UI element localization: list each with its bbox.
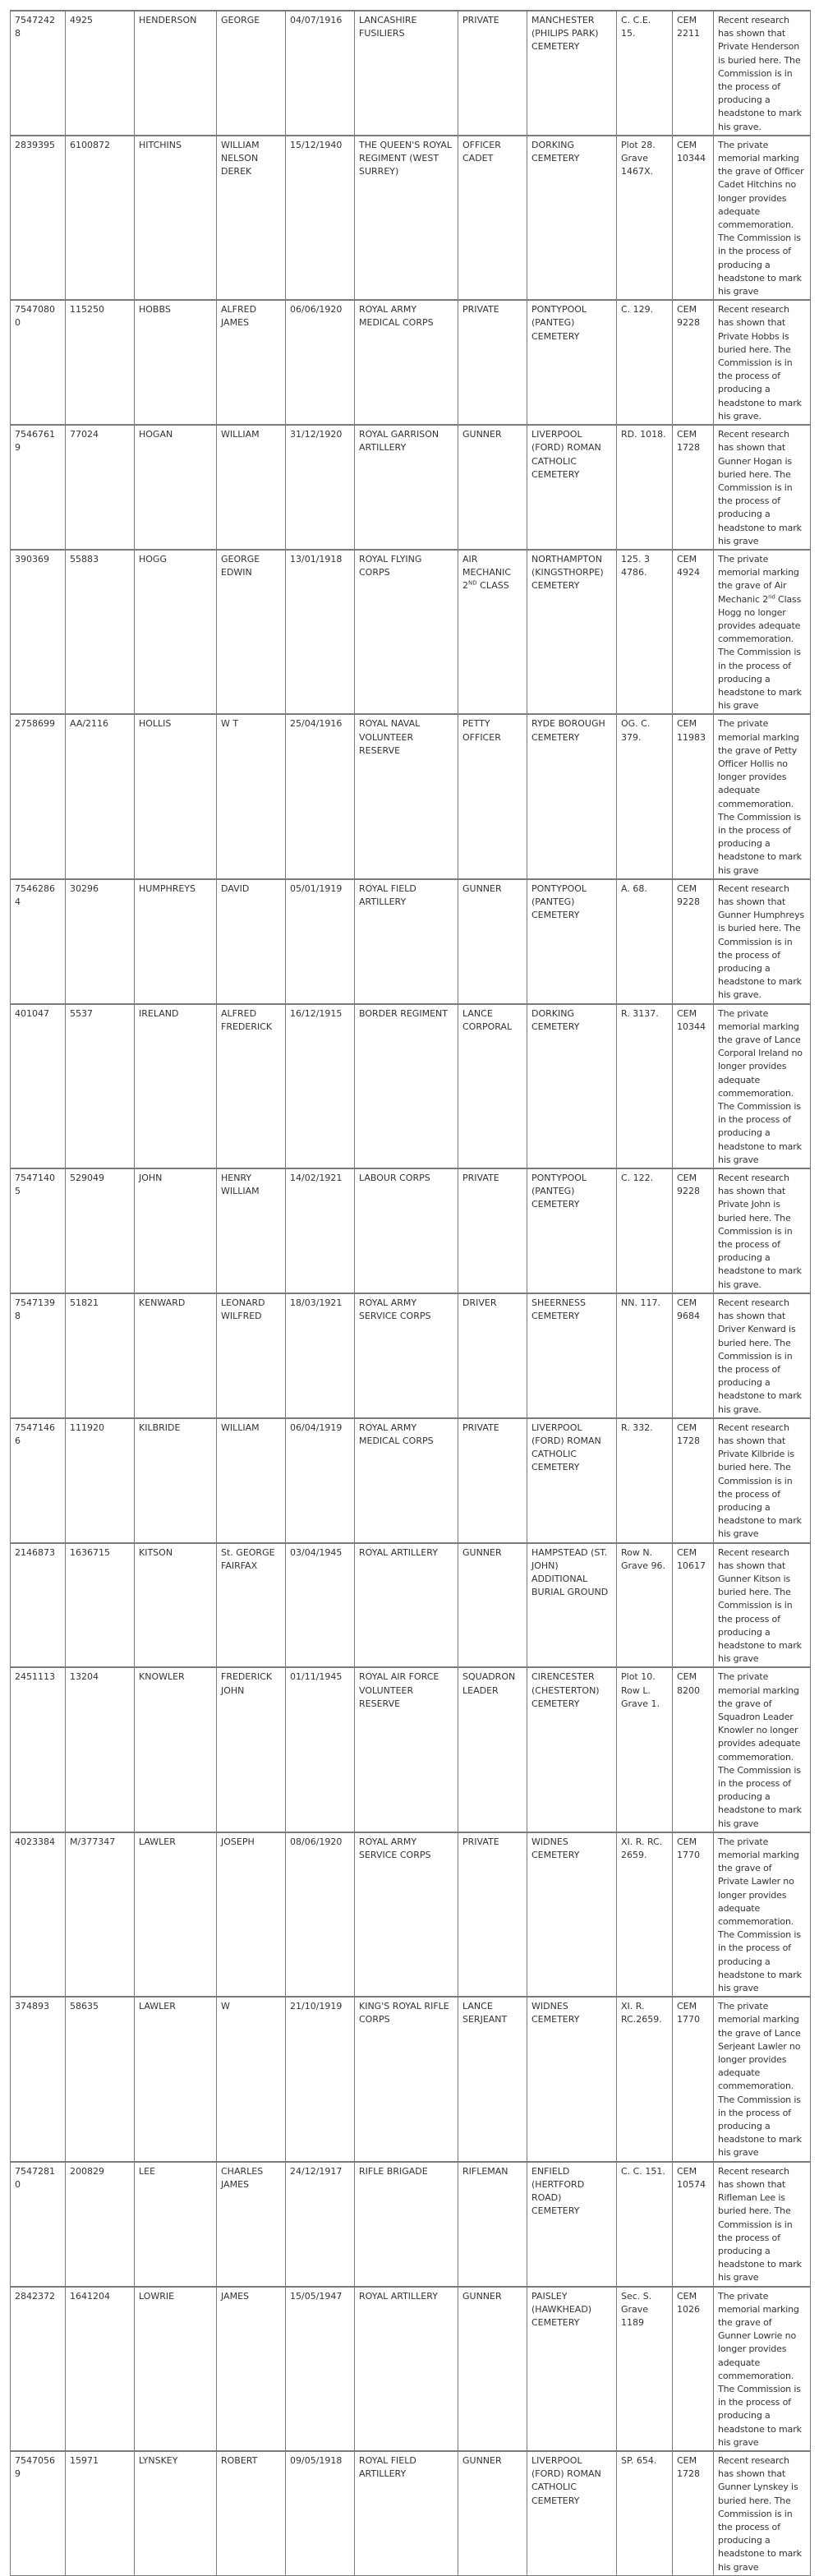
commemoration-note-cell: The private memorial marking the grave of Lance Serjeant Lawler no longer provides adequate commemoration. The Commission is in the process of producing a headstone to mark his grave	[714, 1997, 811, 2161]
table-row	[11, 2451, 811, 2575]
service-number-cell: 1641204	[66, 2287, 135, 2451]
casualty-id-cell: 75471466	[11, 1418, 66, 1543]
surname-cell: KITSON	[135, 1543, 217, 1668]
table-row	[11, 1418, 811, 1543]
forenames-cell: W	[217, 1997, 286, 2161]
commemoration-note-cell: Recent research has shown that Gunner Humphreys is buried here. The Commission is in the process of producing a headstone to mark his grave.	[714, 879, 811, 1004]
surname-cell: LOWRIE	[135, 2287, 217, 2451]
cemetery-cell: CIRENCESTER (CHESTERTON) CEMETERY	[527, 1667, 617, 1832]
casualty-id-cell: 75471405	[11, 1168, 66, 1293]
forenames-cell: ALFRED JAMES	[217, 300, 286, 425]
grave-reference-cell: NN. 117.	[617, 1293, 673, 1418]
forenames-cell: ALFRED FREDERICK	[217, 1004, 286, 1168]
surname-cell: HOLLIS	[135, 714, 217, 878]
cemetery-reference-cell: CEM 10344	[673, 1004, 714, 1168]
casualty-id-cell: 2842372	[11, 2287, 66, 2451]
commemoration-note-cell: The private memorial marking the grave of Gunner Lowrie no longer provides adequate commemoration. The Commission is in the process of producing a headstone to mark his grave	[714, 2287, 811, 2451]
casualty-id-cell: 75472810	[11, 2162, 66, 2287]
cemetery-reference-cell: CEM 1728	[673, 1418, 714, 1543]
casualty-id-cell: 75470569	[11, 2451, 66, 2575]
forenames-cell: WILLIAM	[217, 425, 286, 550]
service-number-cell: AA/2116	[66, 714, 135, 878]
service-number-cell: 55883	[66, 550, 135, 714]
cemetery-cell: LIVERPOOL (FORD) ROMAN CATHOLIC CEMETERY	[527, 2451, 617, 2575]
date-of-death-cell: 13/01/1918	[286, 550, 355, 714]
cemetery-reference-cell: CEM 4924	[673, 550, 714, 714]
casualty-id-cell: 75471398	[11, 1293, 66, 1418]
date-of-death-cell: 21/10/1919	[286, 1997, 355, 2161]
service-number-cell: 6100872	[66, 136, 135, 300]
service-number-cell: 77024	[66, 425, 135, 550]
surname-cell: JOHN	[135, 1168, 217, 1293]
date-of-death-cell: 15/12/1940	[286, 136, 355, 300]
table-row	[11, 1667, 811, 1832]
cemetery-reference-cell: CEM 10344	[673, 136, 714, 300]
forenames-cell: GEORGE	[217, 11, 286, 136]
surname-cell: HOGG	[135, 550, 217, 714]
service-number-cell: 115250	[66, 300, 135, 425]
forenames-cell: WILLIAM NELSON DEREK	[217, 136, 286, 300]
cemetery-cell: WIDNES CEMETERY	[527, 1997, 617, 2161]
table-row	[11, 714, 811, 878]
date-of-death-cell: 06/06/1920	[286, 300, 355, 425]
commemoration-note-cell: Recent research has shown that Private Kilbride is buried here. The Commission is in the process of producing a headstone to mark his grave	[714, 1418, 811, 1543]
regiment-cell: THE QUEEN'S ROYAL REGIMENT (WEST SURREY)	[355, 136, 458, 300]
text-segment: AIR MECHANIC 2	[462, 553, 512, 592]
cemetery-reference-cell: CEM 1728	[673, 425, 714, 550]
surname-cell: KNOWLER	[135, 1667, 217, 1832]
casualty-id-cell: 2758699	[11, 714, 66, 878]
commemoration-note-cell: The private memorial marking the grave of Officer Cadet Hitchins no longer provides adequate commemoration. The Commission is in the process of producing a headstone to mark his grave	[714, 136, 811, 300]
surname-cell: HOBBS	[135, 300, 217, 425]
regiment-cell: ROYAL ARMY MEDICAL CORPS	[355, 300, 458, 425]
casualty-id-cell: 2839395	[11, 136, 66, 300]
surname-cell: IRELAND	[135, 1004, 217, 1168]
table-row	[11, 2162, 811, 2287]
cemetery-cell: RYDE BOROUGH CEMETERY	[527, 714, 617, 878]
rank-cell: LANCE CORPORAL	[458, 1004, 527, 1168]
service-number-cell: M/377347	[66, 1832, 135, 1997]
service-number-cell: 1636715	[66, 1543, 135, 1668]
table-row	[11, 1997, 811, 2161]
table-row	[11, 425, 811, 550]
casualty-id-cell: 75462864	[11, 879, 66, 1004]
service-number-cell: 15971	[66, 2451, 135, 2575]
regiment-cell: LANCASHIRE FUSILIERS	[355, 11, 458, 136]
date-of-death-cell: 03/04/1945	[286, 1543, 355, 1668]
grave-reference-cell: 125. 3 4786.	[617, 550, 673, 714]
grave-reference-cell: SP. 654.	[617, 2451, 673, 2575]
regiment-cell: ROYAL ARTILLERY	[355, 1543, 458, 1668]
table-row	[11, 550, 811, 714]
casualty-id-cell: 75467619	[11, 425, 66, 550]
grave-reference-cell: RD. 1018.	[617, 425, 673, 550]
date-of-death-cell: 09/05/1918	[286, 2451, 355, 2575]
records-body	[11, 11, 811, 2575]
table-row	[11, 300, 811, 425]
table-row	[11, 1004, 811, 1168]
cemetery-reference-cell: CEM 9228	[673, 300, 714, 425]
table-row	[11, 1168, 811, 1293]
rank-cell: OFFICER CADET	[458, 136, 527, 300]
commemoration-note-cell: Recent research has shown that Private John is buried here. The Commission is in the process of producing a headstone to mark his grave.	[714, 1168, 811, 1293]
cemetery-cell: LIVERPOOL (FORD) ROMAN CATHOLIC CEMETERY	[527, 1418, 617, 1543]
surname-cell: HITCHINS	[135, 136, 217, 300]
grave-reference-cell: Row N. Grave 96.	[617, 1543, 673, 1668]
forenames-cell: CHARLES JAMES	[217, 2162, 286, 2287]
date-of-death-cell: 01/11/1945	[286, 1667, 355, 1832]
commemoration-note-cell: Recent research has shown that Rifleman Lee is buried here. The Commission is in the process of producing a headstone to mark his grave	[714, 2162, 811, 2287]
rank-cell: GUNNER	[458, 425, 527, 550]
service-number-cell: 13204	[66, 1667, 135, 1832]
regiment-cell: ROYAL FLYING CORPS	[355, 550, 458, 714]
cemetery-reference-cell: CEM 9684	[673, 1293, 714, 1418]
cemetery-cell: PAISLEY (HAWKHEAD) CEMETERY	[527, 2287, 617, 2451]
casualty-id-cell: 4023384	[11, 1832, 66, 1997]
casualty-records-table	[10, 10, 811, 2576]
rank-cell: LANCE SERJEANT	[458, 1997, 527, 2161]
rank-cell: PRIVATE	[458, 1168, 527, 1293]
regiment-cell: ROYAL ARMY SERVICE CORPS	[355, 1832, 458, 1997]
rank-cell: PRIVATE	[458, 1418, 527, 1543]
cemetery-reference-cell: CEM 1026	[673, 2287, 714, 2451]
grave-reference-cell: A. 68.	[617, 879, 673, 1004]
regiment-cell: ROYAL NAVAL VOLUNTEER RESERVE	[355, 714, 458, 878]
cemetery-cell: SHEERNESS CEMETERY	[527, 1293, 617, 1418]
forenames-cell: GEORGE EDWIN	[217, 550, 286, 714]
forenames-cell: JOSEPH	[217, 1832, 286, 1997]
regiment-cell: BORDER REGIMENT	[355, 1004, 458, 1168]
service-number-cell: 5537	[66, 1004, 135, 1168]
regiment-cell: ROYAL ARMY SERVICE CORPS	[355, 1293, 458, 1418]
grave-reference-cell: R. 332.	[617, 1418, 673, 1543]
rank-cell: PRIVATE	[458, 300, 527, 425]
date-of-death-cell: 16/12/1915	[286, 1004, 355, 1168]
cemetery-cell: PONTYPOOL (PANTEG) CEMETERY	[527, 879, 617, 1004]
grave-reference-cell: XI. R. RC. 2659.	[617, 1832, 673, 1997]
cemetery-cell: WIDNES CEMETERY	[527, 1832, 617, 1997]
rank-cell	[458, 550, 527, 714]
table-row	[11, 1293, 811, 1418]
table-row	[11, 136, 811, 300]
cemetery-cell: ENFIELD (HERTFORD ROAD) CEMETERY	[527, 2162, 617, 2287]
cemetery-reference-cell: CEM 10574	[673, 2162, 714, 2287]
commemoration-note-cell: Recent research has shown that Gunner Lynskey is buried here. The Commission is in the process of producing a headstone to mark his grave	[714, 2451, 811, 2575]
forenames-cell: HENRY WILLIAM	[217, 1168, 286, 1293]
table-row	[11, 1832, 811, 1997]
rank-cell: PRIVATE	[458, 1832, 527, 1997]
surname-cell: LAWLER	[135, 1997, 217, 2161]
surname-cell: LAWLER	[135, 1832, 217, 1997]
cemetery-reference-cell: CEM 11983	[673, 714, 714, 878]
cemetery-cell: DORKING CEMETERY	[527, 1004, 617, 1168]
regiment-cell: KING'S ROYAL RIFLE CORPS	[355, 1997, 458, 2161]
grave-reference-cell: Plot 28. Grave 1467X.	[617, 136, 673, 300]
casualty-id-cell: 390369	[11, 550, 66, 714]
service-number-cell: 111920	[66, 1418, 135, 1543]
date-of-death-cell: 05/01/1919	[286, 879, 355, 1004]
cemetery-cell: NORTHAMPTON (KINGSTHORPE) CEMETERY	[527, 550, 617, 714]
table-row	[11, 1543, 811, 1668]
grave-reference-cell: C. C.E. 15.	[617, 11, 673, 136]
cemetery-reference-cell: CEM 9228	[673, 879, 714, 1004]
casualty-id-cell: 401047	[11, 1004, 66, 1168]
date-of-death-cell: 25/04/1916	[286, 714, 355, 878]
regiment-cell: ROYAL GARRISON ARTILLERY	[355, 425, 458, 550]
service-number-cell: 58635	[66, 1997, 135, 2161]
date-of-death-cell: 31/12/1920	[286, 425, 355, 550]
commemoration-note-cell: Recent research has shown that Private Henderson is buried here. The Commission is in the process of producing a headstone to mark his grave.	[714, 11, 811, 136]
surname-cell: HUMPHREYS	[135, 879, 217, 1004]
grave-reference-cell: C. 129.	[617, 300, 673, 425]
cemetery-cell: PONTYPOOL (PANTEG) CEMETERY	[527, 300, 617, 425]
regiment-cell: ROYAL FIELD ARTILLERY	[355, 2451, 458, 2575]
grave-reference-cell: Plot 10. Row L. Grave 1.	[617, 1667, 673, 1832]
rank-cell: SQUADRON LEADER	[458, 1667, 527, 1832]
commemoration-note-cell: Recent research has shown that Gunner Hogan is buried here. The Commission is in the process of producing a headstone to mark his grave	[714, 425, 811, 550]
commemoration-note-cell: The private memorial marking the grave of Petty Officer Hollis no longer provides adequate commemoration. The Commission is in the process of producing a headstone to mark his grave	[714, 714, 811, 878]
cemetery-reference-cell: CEM 2211	[673, 11, 714, 136]
cemetery-cell: DORKING CEMETERY	[527, 136, 617, 300]
cemetery-cell: HAMPSTEAD (ST. JOHN) ADDITIONAL BURIAL GROUND	[527, 1543, 617, 1668]
commemoration-note-cell: Recent research has shown that Gunner Kitson is buried here. The Commission is in the process of producing a headstone to mark his grave	[714, 1543, 811, 1668]
regiment-cell: LABOUR CORPS	[355, 1168, 458, 1293]
table-row	[11, 11, 811, 136]
table-row	[11, 879, 811, 1004]
rank-cell: DRIVER	[458, 1293, 527, 1418]
regiment-cell: ROYAL FIELD ARTILLERY	[355, 879, 458, 1004]
date-of-death-cell: 18/03/1921	[286, 1293, 355, 1418]
service-number-cell: 200829	[66, 2162, 135, 2287]
grave-reference-cell: C. 122.	[617, 1168, 673, 1293]
date-of-death-cell: 24/12/1917	[286, 2162, 355, 2287]
cemetery-reference-cell: CEM 9228	[673, 1168, 714, 1293]
regiment-cell: ROYAL AIR FORCE VOLUNTEER RESERVE	[355, 1667, 458, 1832]
cemetery-cell: PONTYPOOL (PANTEG) CEMETERY	[527, 1168, 617, 1293]
surname-cell: HENDERSON	[135, 11, 217, 136]
service-number-cell: 51821	[66, 1293, 135, 1418]
cemetery-reference-cell: CEM 1728	[673, 2451, 714, 2575]
grave-reference-cell: C. C. 151.	[617, 2162, 673, 2287]
rank-cell: RIFLEMAN	[458, 2162, 527, 2287]
text-segment: The private memorial marking the grave of Air Mechanic 2	[718, 553, 799, 605]
casualty-id-cell: 2146873	[11, 1543, 66, 1668]
rank-cell: GUNNER	[458, 2287, 527, 2451]
commemoration-note-cell: The private memorial marking the grave of Squadron Leader Knowler no longer provides adequate commemoration. The Commission is in the process of producing a headstone to mark his grave	[714, 1667, 811, 1832]
date-of-death-cell: 15/05/1947	[286, 2287, 355, 2451]
cemetery-reference-cell: CEM 10617	[673, 1543, 714, 1668]
casualty-id-cell: 75472428	[11, 11, 66, 136]
rank-cell: GUNNER	[458, 1543, 527, 1668]
date-of-death-cell: 14/02/1921	[286, 1168, 355, 1293]
table-row	[11, 2287, 811, 2451]
cemetery-reference-cell: CEM 1770	[673, 1832, 714, 1997]
commemoration-note-cell: The private memorial marking the grave of Lance Corporal Ireland no longer provides adequate commemoration. The Commission is in the process of producing a headstone to mark his grave	[714, 1004, 811, 1168]
cemetery-cell: LIVERPOOL (FORD) ROMAN CATHOLIC CEMETERY	[527, 425, 617, 550]
forenames-cell: W T	[217, 714, 286, 878]
service-number-cell: 30296	[66, 879, 135, 1004]
rank-cell: GUNNER	[458, 879, 527, 1004]
service-number-cell: 4925	[66, 11, 135, 136]
text-segment: CLASS	[476, 580, 509, 592]
commemoration-note-cell	[714, 550, 811, 714]
forenames-cell: LEONARD WILFRED	[217, 1293, 286, 1418]
cemetery-reference-cell: CEM 1770	[673, 1997, 714, 2161]
casualty-id-cell: 374893	[11, 1997, 66, 2161]
surname-cell: HOGAN	[135, 425, 217, 550]
forenames-cell: FREDERICK JOHN	[217, 1667, 286, 1832]
forenames-cell: WILLIAM	[217, 1418, 286, 1543]
rank-cell: PETTY OFFICER	[458, 714, 527, 878]
forenames-cell: ROBERT	[217, 2451, 286, 2575]
cemetery-cell: MANCHESTER (PHILIPS PARK) CEMETERY	[527, 11, 617, 136]
text-segment: Class Hogg no longer provides adequate commemoration. The Commission is in the process of producing a headstone to mark his grave	[718, 593, 802, 712]
commemoration-note-cell: Recent research has shown that Private Hobbs is buried here. The Commission is in the process of producing a headstone to mark his grave.	[714, 300, 811, 425]
regiment-cell: RIFLE BRIGADE	[355, 2162, 458, 2287]
ordinal-superscript: nd	[768, 592, 775, 600]
cemetery-reference-cell: CEM 8200	[673, 1667, 714, 1832]
surname-cell: LYNSKEY	[135, 2451, 217, 2575]
date-of-death-cell: 04/07/1916	[286, 11, 355, 136]
casualty-id-cell: 75470800	[11, 300, 66, 425]
rank-cell: GUNNER	[458, 2451, 527, 2575]
grave-reference-cell: R. 3137.	[617, 1004, 673, 1168]
commemoration-note-cell: The private memorial marking the grave of Private Lawler no longer provides adequate commemoration. The Commission is in the process of producing a headstone to mark his grave	[714, 1832, 811, 1997]
date-of-death-cell: 06/04/1919	[286, 1418, 355, 1543]
surname-cell: KILBRIDE	[135, 1418, 217, 1543]
forenames-cell: JAMES	[217, 2287, 286, 2451]
ordinal-superscript: ND	[468, 579, 477, 587]
surname-cell: LEE	[135, 2162, 217, 2287]
forenames-cell: St. GEORGE FAIRFAX	[217, 1543, 286, 1668]
date-of-death-cell: 08/06/1920	[286, 1832, 355, 1997]
grave-reference-cell: OG. C. 379.	[617, 714, 673, 878]
service-number-cell: 529049	[66, 1168, 135, 1293]
regiment-cell: ROYAL ARMY MEDICAL CORPS	[355, 1418, 458, 1543]
forenames-cell: DAVID	[217, 879, 286, 1004]
surname-cell: KENWARD	[135, 1293, 217, 1418]
rank-cell: PRIVATE	[458, 11, 527, 136]
commemoration-note-cell: Recent research has shown that Driver Kenward is buried here. The Commission is in the process of producing a headstone to mark his grave.	[714, 1293, 811, 1418]
grave-reference-cell: XI. R. RC.2659.	[617, 1997, 673, 2161]
grave-reference-cell: Sec. S. Grave 1189	[617, 2287, 673, 2451]
regiment-cell: ROYAL ARTILLERY	[355, 2287, 458, 2451]
casualty-id-cell: 2451113	[11, 1667, 66, 1832]
